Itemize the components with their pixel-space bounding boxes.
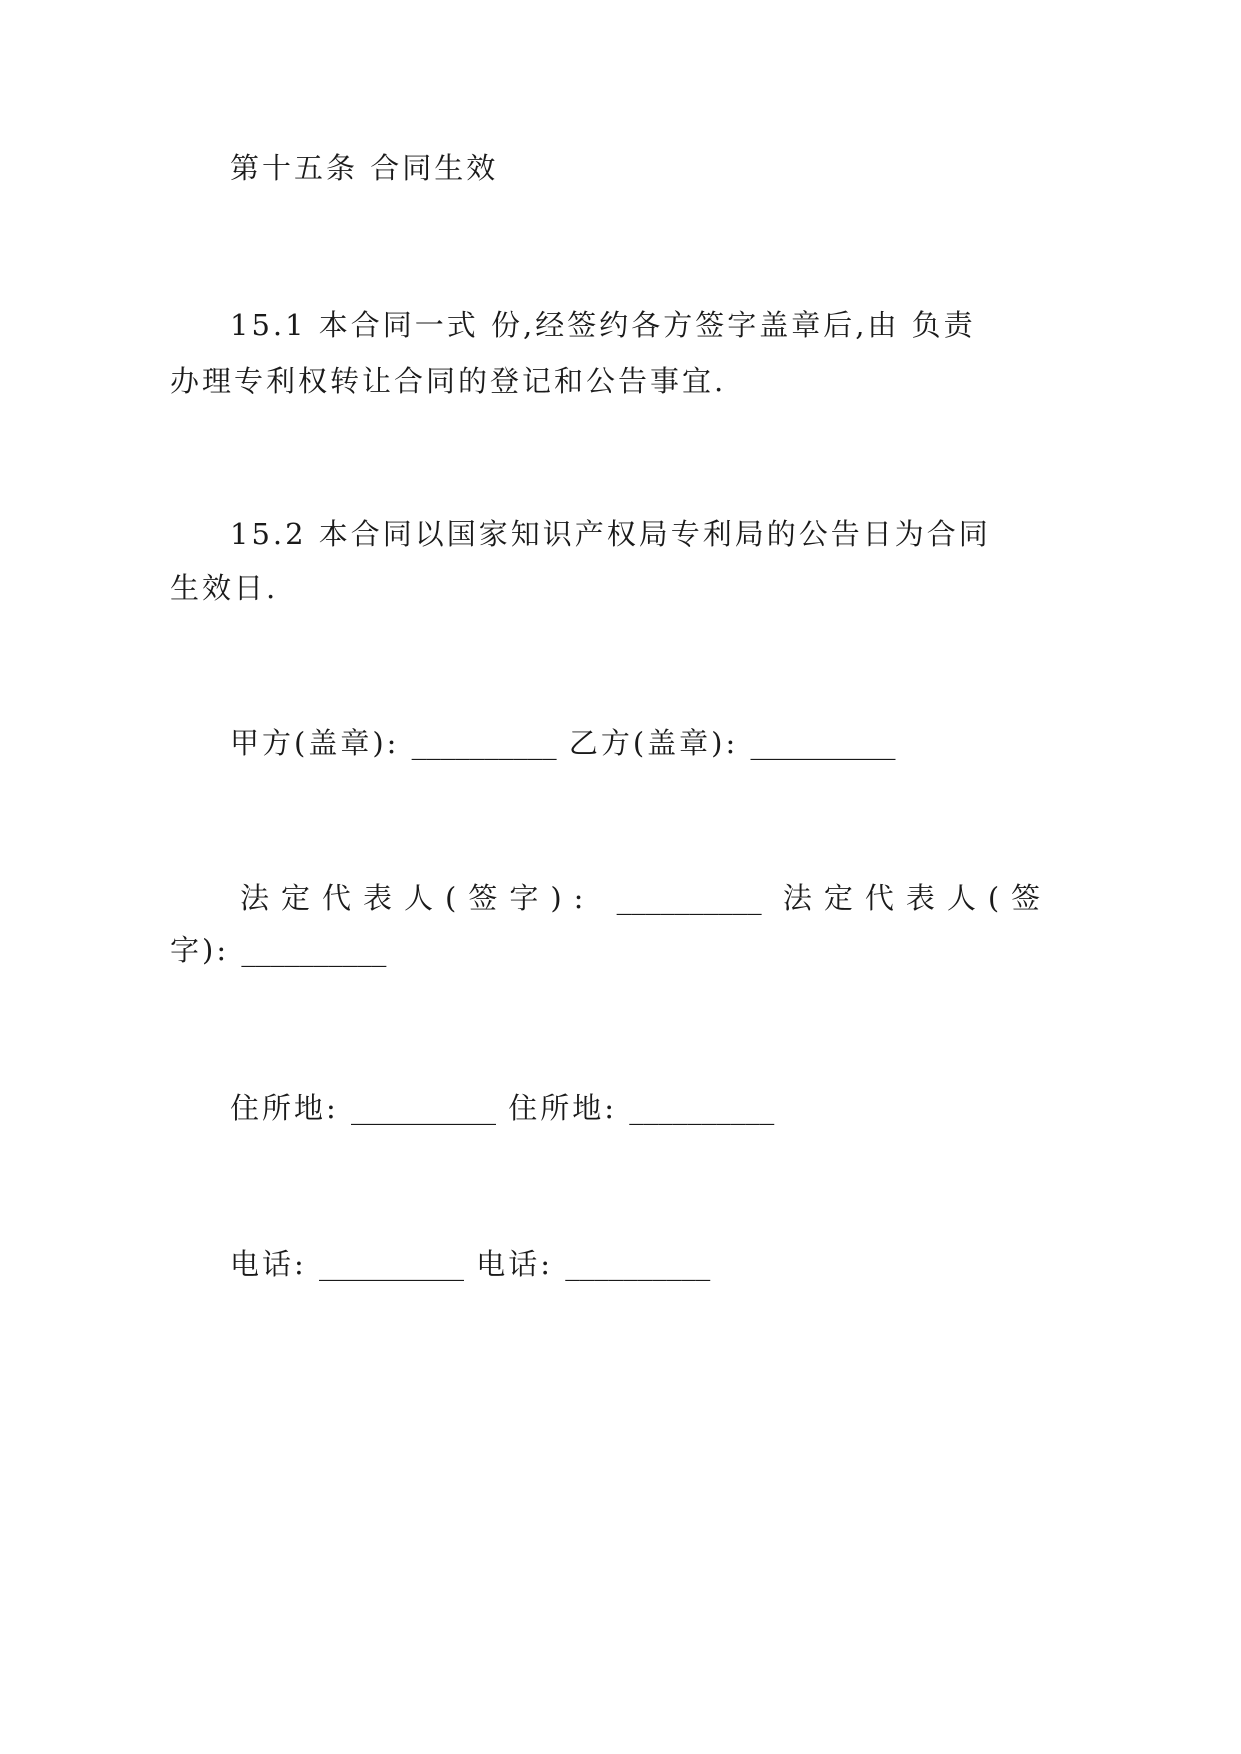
party-b-seal-label: 乙方(盖章): [568, 726, 739, 760]
party-a-representative-blank[interactable]: __________ [616, 881, 762, 915]
clause-15-2-line-1: 15.2 本合同以国家知识产权局专利局的公告日为合同 [230, 517, 991, 551]
clause-15-1-line-1: 15.1 本合同一式 份,经签约各方签字盖章后,由 负责 [230, 308, 976, 342]
clause-15-1-line-2: 办理专利权转让合同的登记和公告事宜. [170, 364, 727, 398]
party-b-representative-label: 法定代表人(签 [782, 881, 1053, 915]
representative-signature-row [240, 880, 1052, 916]
party-a-address-blank[interactable]: __________ [351, 1091, 496, 1125]
party-a-seal-label: 甲方(盖章): [230, 726, 400, 760]
party-b-phone-label: 电话: [476, 1247, 553, 1281]
party-b-representative-label-end: 字): [170, 933, 230, 967]
party-a-phone-blank[interactable]: __________ [319, 1247, 464, 1281]
party-a-address-label: 住所地: [230, 1091, 339, 1125]
party-a-phone-label: 电话: [230, 1247, 307, 1281]
seal-signature-row [230, 725, 895, 761]
party-b-representative-blank[interactable]: __________ [241, 933, 387, 967]
article-heading: 第十五条 合同生效 [230, 151, 499, 185]
party-b-address-blank[interactable]: __________ [629, 1091, 775, 1125]
party-a-seal-blank[interactable]: __________ [411, 726, 557, 760]
party-b-seal-blank[interactable]: __________ [750, 726, 896, 760]
address-row [230, 1090, 774, 1126]
representative-signature-row-continued [170, 932, 386, 968]
party-b-address-label: 住所地: [508, 1091, 617, 1125]
phone-row [230, 1246, 710, 1282]
party-a-representative-label: 法定代表人(签字): [240, 881, 596, 915]
clause-15-2-line-2: 生效日. [170, 571, 279, 605]
party-b-phone-blank[interactable]: __________ [565, 1247, 711, 1281]
